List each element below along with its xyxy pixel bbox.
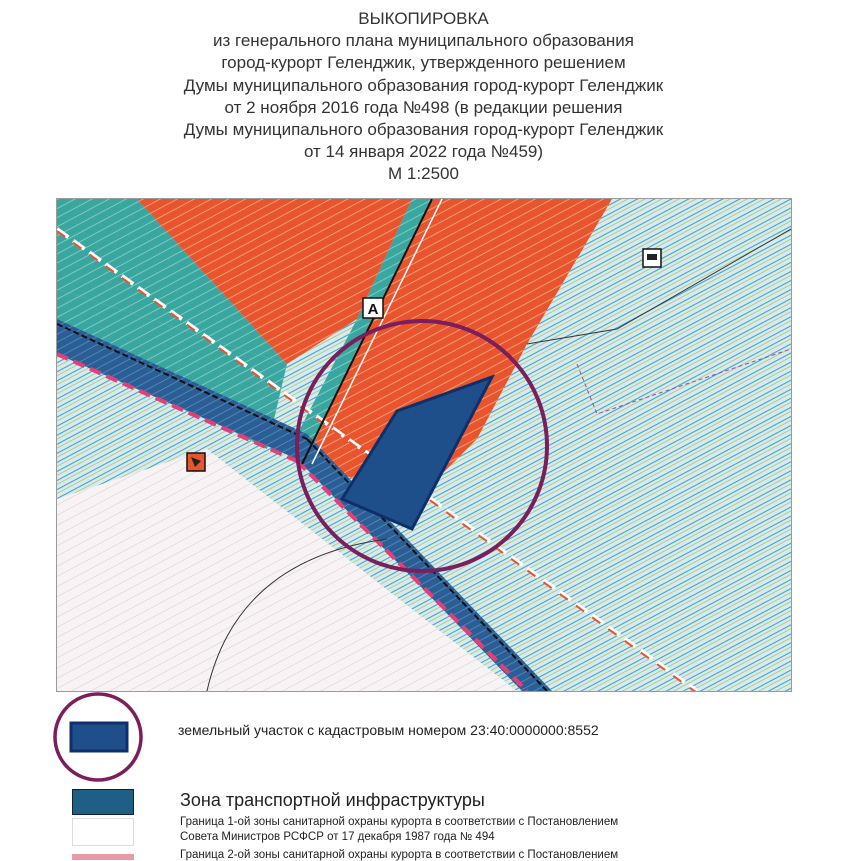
map-scale: М 1:2500 [388, 164, 459, 184]
resort-symbol-glyph [647, 254, 657, 260]
legend [0, 690, 847, 860]
header-line-5: от 2 ноября 2016 года №498 (в редакции решения [224, 97, 623, 117]
header-line-7: от 14 января 2022 года №459) [303, 142, 544, 162]
header-line-6: Думы муниципального образования город-курорт Геленджик [183, 120, 664, 140]
sanitary2-legend-swatch [72, 854, 134, 860]
sanitary2-legend-line1: Граница 2-ой зоны санитарной охраны курорта в соответствии с Постановлением [180, 849, 619, 861]
marker-a-label: А [367, 301, 379, 318]
header-title: ВЫКОПИРОВКА [358, 9, 489, 28]
map-canvas [57, 199, 791, 691]
header-line-3: город-курорт Геленджик, утвержденного решением [221, 53, 626, 73]
transport-legend-swatch [72, 789, 134, 815]
sanitary1-legend-line1: Граница 1-ой зоны санитарной охраны курорта в соответствии с Постановлением [180, 816, 619, 828]
header-line-2: из генерального плана муниципального образования [213, 31, 634, 51]
plot-legend-symbol [52, 690, 152, 786]
map-panel [56, 198, 792, 692]
header-line-4: Думы муниципального образования город-курорт Геленджик [183, 75, 664, 95]
sanitary1-legend-swatch [72, 818, 134, 846]
document-header [0, 8, 847, 186]
transport-legend-label: Зона транспортной инфраструктуры [180, 790, 485, 810]
plot-legend-label: земельный участок с кадастровым номером 23:40:0000000:8552 [178, 722, 599, 738]
sanitary1-legend-line2: Совета Министров РСФСР от 17 декабря 1987 года № 494 [180, 831, 495, 843]
